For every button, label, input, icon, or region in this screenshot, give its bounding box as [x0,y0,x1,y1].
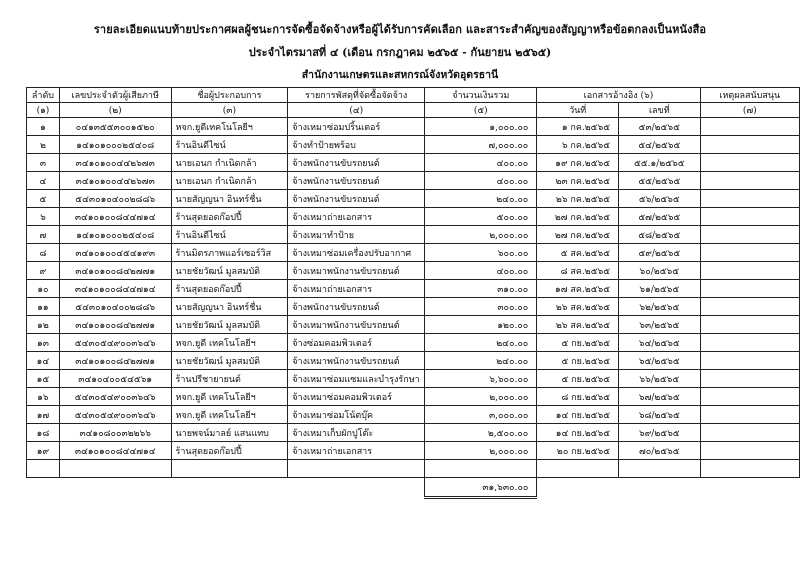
col-header-ref: เอกสารอ้างอิง (๖) [537,88,700,103]
cell-date: ๒๖ สค.๒๕๖๕ [537,316,619,334]
table-row [27,406,800,424]
cell-date: ๒๖ กค.๒๕๖๕ [537,190,619,208]
cell-reason [700,316,799,334]
col-sub-vendor: (๓) [171,103,288,118]
table-row [27,154,800,172]
cell-taxid: ๓๔๑๐๑๐๐๘๔๔๗๑๔ [59,208,171,226]
cell-amount: ๒,๐๐๐.๐๐ [425,388,537,406]
cell-date: ๒๗ กค.๒๕๖๕ [537,208,619,226]
cell-date: ๒๗ กค.๒๕๖๕ [537,226,619,244]
cell-taxid: ๓๔๑๐๑๐๐๘๔๔๗๑๔ [59,442,171,460]
cell-item: จ้างเหมาทำป้าย [288,226,425,244]
cell-amount: ๓๑๐.๐๐ [425,280,537,298]
cell-item: จ้างพนักงานขับรถยนต์ [288,298,425,316]
cell-item: จ้างเหมาพนักงานขับรถยนต์ [288,262,425,280]
cell-vendor: ร้านอินดีไซน์ [171,136,288,154]
table-row [27,316,800,334]
cell-amount: ๒๔๐.๐๐ [425,190,537,208]
cell-vendor: นายสัญญนา อินทร์ชื่น [171,298,288,316]
document-title: รายละเอียดแนบท้ายประกาศผลผู้ชนะการจัดซื้อจัดจ้างหรือผู้ได้รับการคัดเลือก และสาระสำคัญของสัญญาหรือข้อตกลงเป็นหนังสือ [93,23,707,36]
cell-reason [700,172,799,190]
cell-item: จ้างพนักงานขับรถยนต์ [288,190,425,208]
cell-docno: ๖๘/๒๕๖๕ [619,406,701,424]
cell-amount: ๗,๐๐๐.๐๐ [425,136,537,154]
document-agency: สำนักงานเกษตรและสหกรณ์จังหวัดอุดรธานี [301,69,499,81]
cell-reason [700,208,799,226]
cell-date: ๑๔ กย.๒๕๖๕ [537,424,619,442]
table-row [27,298,800,316]
cell-no: ๕ [27,190,60,208]
cell-vendor: นายพจน์มาลย์ แสนแทบ [171,424,288,442]
col-sub-no: (๑) [27,103,60,118]
cell-vendor: หจก.ยูดี เทคโนโลยีฯ [171,388,288,406]
table-row [27,262,800,280]
cell-no: ๔ [27,172,60,190]
cell-item: จ้างเหมาซ่อมปริ้นเตอร์ [288,118,425,136]
cell-no: ๑๘ [27,424,60,442]
cell-item: จ้างพนักงานขับรถยนต์ [288,172,425,190]
cell-taxid: ๕๔๓๐๕๔๙๐๐๓๖๔๖ [59,406,171,424]
col-header-taxid: เลขประจำตัวผู้เสียภาษี [59,88,171,103]
cell-no: ๘ [27,244,60,262]
cell-no: ๑๖ [27,388,60,406]
cell-docno: ๖๔/๒๕๖๕ [619,334,701,352]
cell-vendor: นายชัยวัฒน์ มูลสมบัติ [171,262,288,280]
cell-vendor: ร้านสุดยอดก๊อปปี้ [171,208,288,226]
col-sub-reason: (๗) [700,103,799,118]
cell-vendor: ร้านสุดยอดก๊อปปี้ [171,280,288,298]
cell-docno: ๗๐/๒๕๖๕ [619,442,701,460]
cell-taxid: ๑๔๑๐๑๐๐๐๒๕๔๐๘ [59,226,171,244]
cell-vendor: นายสัญญนา อินทร์ชื่น [171,190,288,208]
cell-docno: ๕๕/๒๕๖๕ [619,172,701,190]
cell-amount: ๔๐๐.๐๐ [425,154,537,172]
table-row [27,118,800,136]
table-row [27,136,800,154]
cell-taxid: ๓๔๑๐๑๐๐๘๔๒๗๗๑ [59,262,171,280]
cell-vendor: ร้านมิตรภาพแอร์เซอร์วิส [171,244,288,262]
col-header-item: รายการพัสดุที่จัดซื้อจัดจ้าง [288,88,425,103]
cell-date: ๒๐ กย.๒๕๖๕ [537,442,619,460]
cell-amount: ๒,๐๐๐.๐๐ [425,442,537,460]
cell-taxid: ๓๔๑๐๑๐๐๘๔๒๗๗๑ [59,352,171,370]
cell-docno: ๕๓/๒๕๖๕ [619,118,701,136]
col-header-vendor: ชื่อผู้ประกอบการ [171,88,288,103]
cell-no: ๗ [27,226,60,244]
table-row [27,244,800,262]
cell-item: จ้างเหมาซ่อมแซมและบำรุงรักษา [288,370,425,388]
cell-reason [700,190,799,208]
cell-docno: ๖๐/๒๕๖๕ [619,262,701,280]
cell-taxid: ๕๔๓๐๕๔๙๐๐๓๖๔๖ [59,388,171,406]
cell-no: ๑๗ [27,406,60,424]
cell-reason [700,298,799,316]
cell-docno: ๕๔/๒๕๖๕ [619,136,701,154]
cell-reason [700,406,799,424]
col-header-amount: จำนวนเงินรวม [425,88,537,103]
cell-vendor: นายเอนก กำเนิดกล้า [171,172,288,190]
cell-amount: ๒๔๐.๐๐ [425,352,537,370]
cell-docno: ๖๙/๒๕๖๕ [619,424,701,442]
cell-date: ๘ กย.๒๕๖๕ [537,388,619,406]
cell-vendor: นายชัยวัฒน์ มูลสมบัติ [171,316,288,334]
cell-item: จ้างเหมาถ่ายเอกสาร [288,208,425,226]
cell-vendor: ร้านสุดยอดก๊อปปี้ [171,442,288,460]
cell-no: ๑๕ [27,370,60,388]
cell-taxid: ๓๔๑๐๑๐๐๔๔๒๖๗๓ [59,172,171,190]
cell-vendor: นายชัยวัฒน์ มูลสมบัติ [171,352,288,370]
cell-date: ๖ กค.๒๕๖๕ [537,136,619,154]
cell-docno: ๕๖/๒๕๖๕ [619,190,701,208]
cell-reason [700,154,799,172]
cell-date: ๕ กย.๒๕๖๕ [537,352,619,370]
cell-taxid: ๕๔๓๐๑๐๔๐๐๒๘๘๖ [59,190,171,208]
cell-date: ๒๖ สค.๒๕๖๕ [537,298,619,316]
col-header-no: ลำดับ [27,88,60,103]
cell-amount: ๖,๖๐๐.๐๐ [425,370,537,388]
cell-no: ๑๒ [27,316,60,334]
table-row [27,370,800,388]
cell-taxid: ๓๔๑๐๑๐๐๔๕๔๑๙๓ [59,244,171,262]
cell-item: จ้างเหมาถ่ายเอกสาร [288,442,425,460]
col-sub-item: (๔) [288,103,425,118]
cell-taxid: ๕๔๓๐๑๐๔๐๐๒๘๘๖ [59,298,171,316]
cell-amount: ๓๐๐.๐๐ [425,298,537,316]
cell-item: จ้างพนักงานขับรถยนต์ [288,154,425,172]
cell-taxid: ๓๔๑๐๑๐๐๘๔๒๗๗๑ [59,316,171,334]
col-header-docno: เลขที่ [619,103,701,118]
table-row [27,388,800,406]
cell-taxid: ๑๔๑๐๑๐๐๐๒๕๔๐๘ [59,136,171,154]
cell-no: ๖ [27,208,60,226]
cell-reason [700,226,799,244]
table-row [27,442,800,460]
col-header-date: วันที่ [537,103,619,118]
cell-amount: ๑,๐๐๐.๐๐ [425,118,537,136]
cell-taxid: ๓๔๑๐๘๐๐๓๒๒๖๖ [59,424,171,442]
col-sub-taxid: (๒) [59,103,171,118]
cell-reason [700,334,799,352]
cell-date: ๒๓ กค.๒๕๖๕ [537,172,619,190]
cell-vendor: ร้านปรีชายายนต์ [171,370,288,388]
cell-no: ๑ [27,118,60,136]
col-header-reason: เหตุผลสนับสนุน [700,88,799,103]
cell-docno: ๖๕/๒๕๖๕ [619,352,701,370]
cell-amount: ๑๒๐.๐๐ [425,316,537,334]
cell-item: จ้างเหมาซ่อมโน้ตบุ๊ค [288,406,425,424]
cell-vendor: ร้านอินดีไซน์ [171,226,288,244]
table-row [27,424,800,442]
cell-docno: ๕๘/๒๕๖๕ [619,226,701,244]
cell-no: ๑๐ [27,280,60,298]
table-row [27,226,800,244]
cell-reason [700,388,799,406]
table-row [27,172,800,190]
cell-amount: ๒๔๐.๐๐ [425,334,537,352]
document-period: ประจำไตรมาสที่ ๔ (เดือน กรกฎาคม ๒๕๖๕ - กันยายน ๒๕๖๕) [248,46,552,59]
cell-date: ๕ สค.๒๕๖๕ [537,244,619,262]
cell-no: ๓ [27,154,60,172]
cell-vendor: นายเอนก กำเนิดกล้า [171,154,288,172]
table-row-empty [27,460,800,478]
cell-docno: ๖๖/๒๕๖๕ [619,370,701,388]
cell-taxid: ๕๔๓๐๕๔๙๐๐๓๖๔๖ [59,334,171,352]
cell-item: จ้างเหมาพนักงานขับรถยนต์ [288,352,425,370]
cell-vendor: หจก.ยูดีเทคโนโลยีฯ [171,118,288,136]
cell-reason [700,136,799,154]
cell-docno: ๕๕.๑/๒๕๖๕ [619,154,701,172]
cell-docno: ๕๗/๒๕๖๕ [619,208,701,226]
header-row [27,88,800,103]
cell-reason [700,280,799,298]
cell-vendor: หจก.ยูดี เทคโนโลยีฯ [171,334,288,352]
cell-amount: ๒,๐๐๐.๐๐ [425,226,537,244]
cell-reason [700,244,799,262]
cell-reason [700,424,799,442]
col-sub-amount: (๕) [425,103,537,118]
cell-reason [700,352,799,370]
cell-item: จ้างเหมาเก็บผักปูโต๊ะ [288,424,425,442]
cell-date: ๑๔ กย.๒๕๖๕ [537,406,619,424]
cell-amount: ๖๐๐.๐๐ [425,244,537,262]
cell-vendor: หจก.ยูดี เทคโนโลยีฯ [171,406,288,424]
cell-docno: ๖๓/๒๕๖๕ [619,316,701,334]
cell-date: ๑๙ กค.๒๕๖๕ [537,154,619,172]
cell-amount: ๒,๕๐๐.๐๐ [425,424,537,442]
cell-docno: ๖๗/๒๕๖๕ [619,388,701,406]
cell-item: จ้างเหมาซ่อมเครื่องปรับอากาศ [288,244,425,262]
cell-amount: ๔๐๐.๐๐ [425,262,537,280]
cell-docno: ๕๙/๒๕๖๕ [619,244,701,262]
table-row [27,352,800,370]
cell-item: จ้างทำป้ายพร้อบ [288,136,425,154]
cell-date: ๑๗ สค.๒๕๖๕ [537,280,619,298]
table-row [27,280,800,298]
procurement-table [26,87,800,499]
cell-reason [700,262,799,280]
cell-reason [700,370,799,388]
cell-date: ๑ กค.๒๕๖๕ [537,118,619,136]
cell-item: จ้างซ่อมคอมพิวเตอร์ [288,334,425,352]
cell-amount: ๕๐๐.๐๐ [425,208,537,226]
cell-item: จ้างเหมาพนักงานขับรถยนต์ [288,316,425,334]
cell-amount: ๓,๐๐๐.๐๐ [425,406,537,424]
cell-no: ๑๑ [27,298,60,316]
cell-no: ๙ [27,262,60,280]
cell-docno: ๖๒/๒๕๖๕ [619,298,701,316]
cell-taxid: ๓๔๑๐๔๐๐๕๔๕๖๑ [59,370,171,388]
cell-item: จ้างเหมาถ่ายเอกสาร [288,280,425,298]
cell-no: ๑๙ [27,442,60,460]
cell-amount: ๔๐๐.๐๐ [425,172,537,190]
table-row [27,208,800,226]
cell-no: ๑๔ [27,352,60,370]
table-row [27,190,800,208]
cell-docno: ๖๑/๒๕๖๕ [619,280,701,298]
cell-no: ๒ [27,136,60,154]
cell-reason [700,442,799,460]
cell-taxid: ๓๔๑๐๑๐๐๔๔๒๖๗๓ [59,154,171,172]
subheader-row [27,103,800,118]
cell-taxid: ๐๔๑๓๕๕๓๐๐๑๕๒๐ [59,118,171,136]
cell-date: ๘ สค.๒๕๖๕ [537,262,619,280]
table-row [27,334,800,352]
cell-no: ๑๓ [27,334,60,352]
cell-date: ๕ กย.๒๕๖๕ [537,370,619,388]
cell-taxid: ๓๔๑๐๑๐๐๘๔๔๗๑๔ [59,280,171,298]
cell-reason [700,118,799,136]
cell-date: ๕ กย.๒๕๖๕ [537,334,619,352]
total-amount: ๓๑,๖๓๐.๐๐ [425,478,537,498]
total-row [27,478,800,498]
cell-item: จ้างเหมาซ่อมคอมพิวเตอร์ [288,388,425,406]
